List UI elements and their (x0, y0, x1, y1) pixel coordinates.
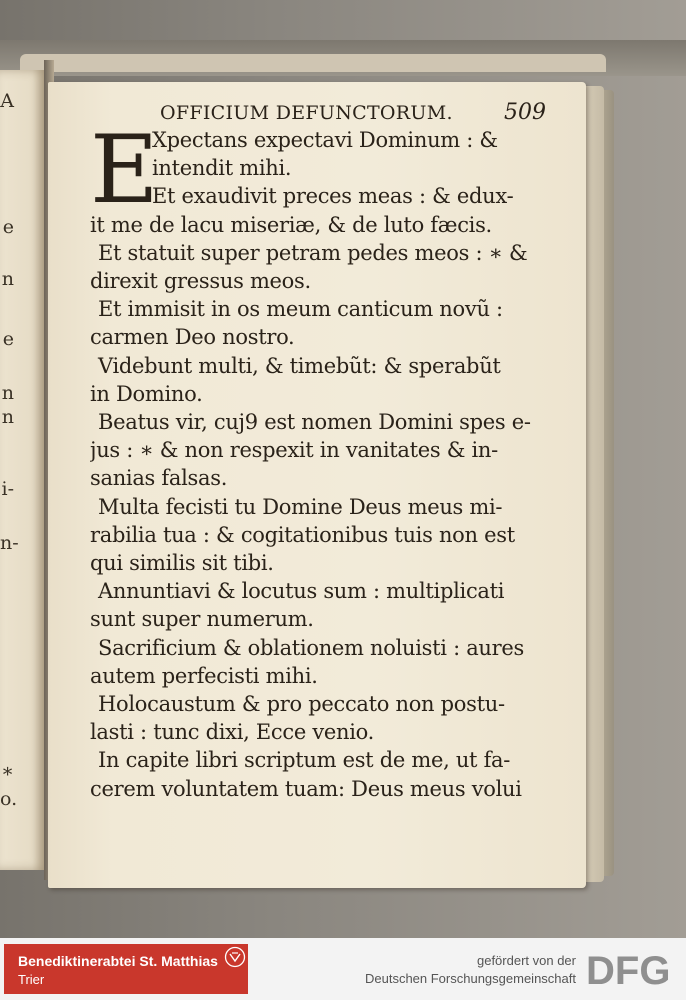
drop-cap: E (90, 116, 159, 225)
left-page-fragment: ∗ (1, 760, 14, 782)
institution-city: Trier (18, 972, 45, 987)
text-line: rabilia tua : & cogitationibus tuis non est (90, 522, 515, 547)
left-page-fragment: n (1, 406, 14, 428)
text-line: Et immisit in os meum canticum novũ : (98, 297, 503, 322)
left-page-fragment: A (0, 90, 14, 112)
institution-emblem-icon (224, 946, 246, 968)
text-line: sanias falsas. (90, 466, 228, 491)
dfg-logo[interactable] (586, 950, 678, 988)
text-line: Holocaustum & pro peccato non postu- (98, 692, 505, 717)
text-line: Beatus vir, cuj9 est nomen Domini spes e- (98, 410, 531, 435)
text-line: Multa fecisti tu Domine Deus meus mi- (98, 494, 503, 519)
text-line: Sacrificium & oblationem noluisti : aures (98, 635, 525, 660)
text-line: Et statuit super petram pedes meos : ∗ & (98, 240, 528, 265)
text-line: carmen Deo nostro. (90, 325, 295, 350)
running-head (160, 100, 546, 128)
left-page-fragment: o. (0, 788, 18, 810)
text-line: it me de lacu miseriæ, & de luto fæcis. (90, 212, 492, 237)
text-lines (90, 116, 547, 803)
text-line: intendit mihi. (152, 156, 292, 181)
text-line: lasti : tunc dixi, Ecce venio. (90, 720, 375, 745)
text-line: autem perfecisti mihi. (90, 663, 318, 688)
text-line: Annuntiavi & locutus sum : multiplicati (98, 579, 505, 604)
institution-banner[interactable] (4, 944, 248, 994)
book-top-edge (0, 40, 686, 76)
left-page-fragment: e (2, 216, 14, 238)
running-head-title: OFFICIUM DEFUNCTORUM. (160, 102, 453, 124)
text-line: cerem voluntatem tuam: Deus meus volui (90, 776, 522, 801)
text-line: qui similis sit tibi. (90, 551, 274, 576)
funding-credit (365, 952, 576, 988)
institution-name: Benediktinerabtei St. Matthias (18, 953, 218, 969)
text-line: direxit gressus meos. (90, 269, 311, 294)
left-page-fragment: n (1, 382, 14, 404)
left-page-fragment: n- (0, 532, 19, 554)
page-number: 509 (504, 100, 546, 125)
text-line: In capite libri scriptum est de me, ut fa- (98, 748, 511, 773)
text-line: sunt super numerum. (90, 607, 314, 632)
left-page-fragment: i- (1, 478, 14, 500)
psalm-text (90, 116, 547, 803)
left-page-edge (0, 70, 46, 870)
funding-line-2: Deutschen Forschungsgemeinschaft (364, 971, 576, 986)
funding-line-1: gefördert von der (476, 953, 576, 968)
left-page-fragment: e (2, 328, 14, 350)
text-line: in Domino. (90, 381, 203, 406)
left-page-fragment: n (1, 268, 14, 290)
text-line: jus : ∗ & non respexit in vanitates & in- (90, 438, 498, 463)
text-line: Videbunt multi, & timebũt: & sperabũt (98, 353, 501, 378)
dfg-logo-text: DFG (586, 950, 671, 988)
text-line: Et exaudivit preces meas : & edux- (152, 184, 514, 209)
text-line: Xpectans expectavi Dominum : & (152, 128, 498, 152)
